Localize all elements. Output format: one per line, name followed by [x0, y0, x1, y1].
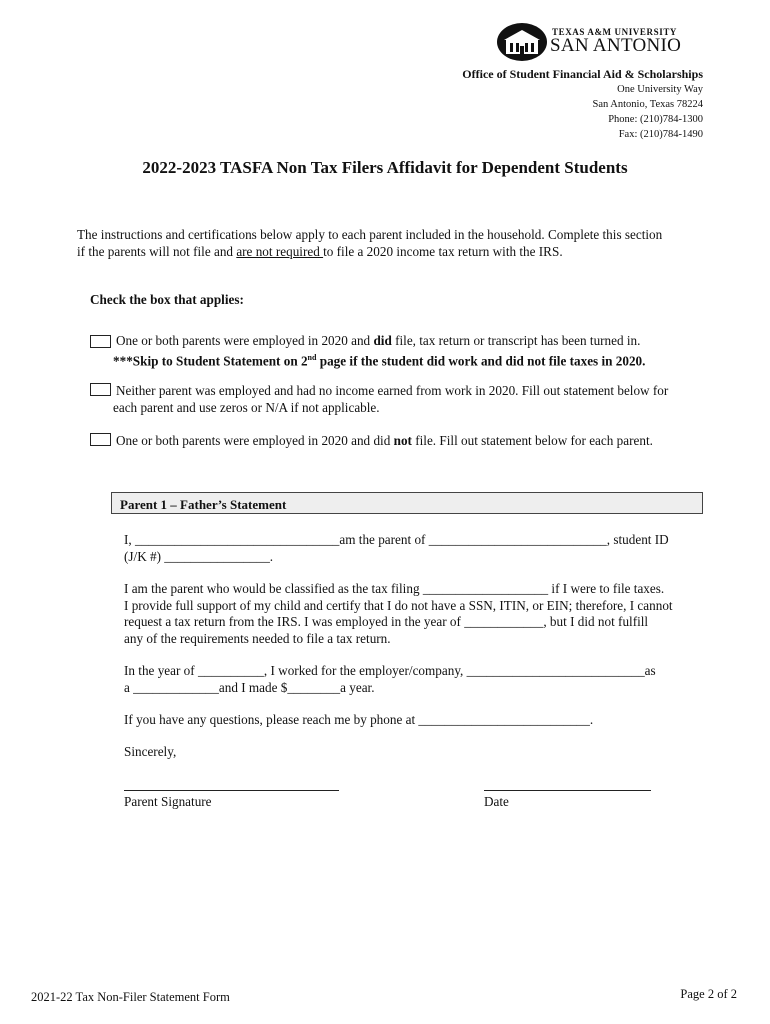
option-1-line-2-post: page if the student did work and did not file taxes in 2020. — [316, 352, 646, 368]
statement-p2-line: I provide full support of my child and certify that I do not have a SSN, ITIN, or EIN; therefore, I cannot — [124, 597, 673, 613]
parent-statement-title: Parent 1 – Father’s Statement — [120, 497, 287, 512]
intro-line-2 — [77, 244, 662, 261]
office-info — [462, 66, 703, 142]
option-2-checkbox[interactable] — [90, 383, 111, 396]
statement-p3-line: In the year of __________, I worked for the employer/company, ___________________________as — [124, 663, 656, 678]
statement-p1-line-2: (J/K #) ________________. — [124, 548, 274, 564]
statement-p3-line: a _____________and I made $________a year. — [124, 679, 375, 695]
university-seal-icon — [496, 22, 548, 62]
intro-underlined: are not required — [236, 243, 324, 259]
date-label: Date — [484, 794, 509, 809]
footer-page-number: Page 2 of 2 — [680, 987, 737, 1001]
statement-p2-line: any of the requirements needed to file a tax return. — [124, 630, 391, 646]
closing-text: Sincerely, — [124, 744, 177, 759]
logo-university-top: TEXAS A&M UNIVERSITY — [552, 27, 678, 37]
option-2-line-2: each parent and use zeros or N/A if not applicable. — [113, 399, 380, 415]
parent-statement-header — [111, 492, 703, 514]
option-3-line-1 — [116, 433, 653, 450]
option-1-line-2 — [113, 350, 645, 370]
option-1-sup: nd — [307, 352, 317, 362]
address-line: One University Way — [617, 84, 703, 95]
university-logo — [496, 22, 706, 62]
option-1-line-1-post: file, tax return or transcript has been turned in. — [391, 333, 641, 348]
statement-paragraph-1 — [124, 532, 669, 565]
check-heading: Check the box that applies: — [90, 292, 244, 307]
option-1-bold: did — [373, 333, 392, 348]
statement-p1-line-1: I, _______________________________am the parent of ___________________________, student ID — [124, 532, 669, 547]
document-title: 2022-2023 TASFA Non Tax Filers Affidavit for Dependent Students — [142, 158, 628, 177]
option-1-line-2-pre: ***Skip to Student Statement on 2 — [113, 352, 308, 368]
intro-line-2-pre: if the parents will not file and — [77, 243, 237, 259]
fax-line: Fax: (210)784-1490 — [618, 129, 703, 140]
intro-paragraph — [77, 227, 662, 260]
option-3-checkbox[interactable] — [90, 433, 111, 446]
statement-paragraph-3 — [124, 663, 656, 696]
option-3-line-1-pre: One or both parents were employed in 2020 and did — [116, 433, 394, 448]
statement-p2-line: request a tax return from the IRS. I was employed in the year of ____________, but I did not fulfill — [124, 614, 649, 629]
option-3-bold: not — [393, 433, 412, 448]
phone-line: Phone: (210)784-1300 — [608, 114, 703, 125]
option-3-text — [116, 433, 653, 450]
option-1-text — [113, 333, 646, 369]
address-line: San Antonio, Texas 78224 — [592, 99, 703, 110]
intro-line-2-post: to file a 2020 income tax return with the IRS. — [323, 243, 563, 259]
option-1-checkbox[interactable] — [90, 335, 111, 348]
option-2-text — [113, 383, 669, 416]
footer-form-name: 2021-22 Tax Non-Filer Statement Form — [31, 990, 230, 1004]
intro-line-1: The instructions and certifications below apply to each parent included in the household. Complete this section — [77, 227, 663, 242]
option-2-line-1: Neither parent was employed and had no income earned from work in 2020. Fill out statement below for — [116, 383, 669, 398]
logo-university-main: SAN ANTONIO — [550, 35, 682, 56]
signature-line — [124, 790, 339, 791]
date-line — [484, 790, 651, 791]
statement-p2-line: I am the parent who would be classified as the tax filing ___________________ if I were to file taxes. — [124, 581, 665, 596]
option-1-line-1 — [116, 333, 645, 350]
option-3-line-1-post: file. Fill out statement below for each parent. — [411, 433, 653, 448]
office-name: Office of Student Financial Aid & Scholarships — [462, 67, 703, 81]
statement-paragraph-2 — [124, 581, 673, 647]
option-1-line-1-pre: One or both parents were employed in 2020 and — [116, 333, 374, 348]
signature-label: Parent Signature — [124, 794, 212, 809]
statement-paragraph-4: If you have any questions, please reach me by phone at __________________________. — [124, 712, 594, 727]
